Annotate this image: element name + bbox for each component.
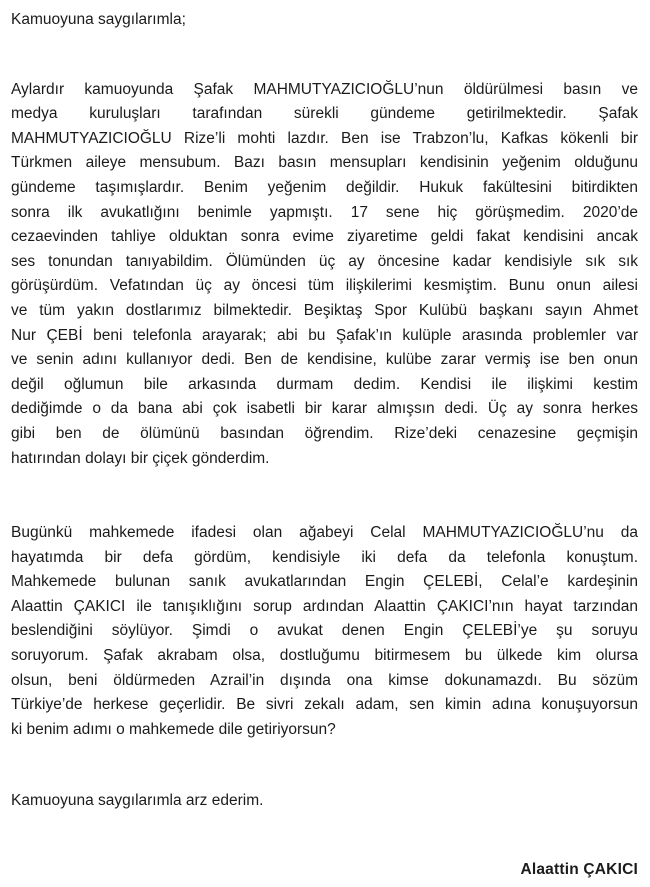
- body-line: hatırından dolayı bir çiçek gönderdim.: [11, 449, 270, 467]
- body-line: ki benim adımı o mahkemede dile getiriyorsun?: [11, 720, 336, 738]
- body-line: cezaevinden tahliye olduktan sonra evime ziyaretime geldi fakat kendisini ancak: [11, 228, 638, 246]
- body-line: ses tonundan tanıyabildim. Ölümünden üç ay öncesine kadar kendisiyle sık sık: [11, 252, 638, 270]
- closing-line: Kamuoyuna saygılarımla arz ederim.: [11, 792, 264, 810]
- body-line: medya kuruluşları tarafından sürekli gündeme getirilmektedir. Şafak: [11, 105, 638, 123]
- body-line: dediğimde o da bana abi çok isabetli bir karar almışsın dedi. Üç ay sonra herkes: [11, 400, 638, 418]
- body-line: Aylardır kamuoyunda Şafak MAHMUTYAZICIOĞLU’nun öldürülmesi basın ve: [11, 80, 638, 98]
- body-line: beslendiğini söylüyor. Şimdi o avukat denen Engin ÇELEBİ’ye şu soruyu: [11, 622, 638, 640]
- body-line: ve tüm yakın dostlarımız bilmektedir. Beşiktaş Spor Kulübü başkanı sayın Ahmet: [11, 301, 638, 319]
- body-line: Bugünkü mahkemede ifadesi olan ağabeyi Celal MAHMUTYAZICIOĞLU’nu da: [11, 524, 638, 542]
- signature: Alaattin ÇAKICI: [520, 861, 638, 879]
- paragraph-1: [11, 78, 638, 472]
- body-line: hayatımda bir defa gördüm, kendisiyle iki defa da telefonla konuştum.: [11, 548, 638, 566]
- body-line: görüşürdüm. Vefatından üç ay öncesi tüm ilişkilerimi kesmiştim. Bunu onun ailesi: [11, 277, 638, 295]
- body-line: gündeme taşımışlardır. Benim yeğenim değildir. Hukuk fakültesini bitirdikten: [11, 178, 638, 196]
- greeting-line: Kamuoyuna saygılarımla;: [11, 11, 186, 28]
- body-line: Mahkemede bulunan sanık avukatlarından Engin ÇELEBİ, Celal’e kardeşinin: [11, 573, 638, 591]
- body-line: ve senin adını kullanıyor dedi. Ben de kendisine, kulübe zarar vermiş ise ben onun: [11, 351, 638, 369]
- paragraph-2: [11, 521, 638, 742]
- body-line: değil oğlumun bile arkasında durmam dedim. Kendisi ile ilişkimi kestim: [11, 375, 638, 393]
- body-line: MAHMUTYAZICIOĞLU Rize’li mohti lazdır. Ben ise Trabzon’lu, Kafkas kökenli bir: [11, 129, 638, 147]
- body-line: olsun, beni öldürmeden Azrail’in dışında ona kimse dokunamazdı. Bu sözüm: [11, 671, 638, 689]
- body-line: Türkiye’de herkese geçerlidir. Be sivri zekalı adam, sen kimin adına konuşuyorsun: [11, 696, 638, 714]
- body-line: Türkmen aileye mensubum. Bazı basın mensupları kendisinin yeğenim olduğunu: [11, 154, 638, 172]
- body-line: gibi ben de ölümünü basından öğrendim. Rize’deki cenazesine geçmişin: [11, 424, 638, 442]
- body-line: sonra ilk avukatlığını benimle yapmıştı. 17 sene hiç görüşmedim. 2020’de: [11, 203, 638, 221]
- body-line: Nur ÇEBİ beni telefonla arayarak; abi bu Şafak’ın kulüple arasında problemler var: [11, 326, 638, 344]
- body-line: Alaattin ÇAKICI ile tanışıklığını sorup ardından Alaattin ÇAKICI’nın hayat tarzından: [11, 597, 638, 615]
- body-line: soruyorum. Şafak akrabam olsa, dostluğumu bitirmesem bu ülkede kim olursa: [11, 647, 638, 665]
